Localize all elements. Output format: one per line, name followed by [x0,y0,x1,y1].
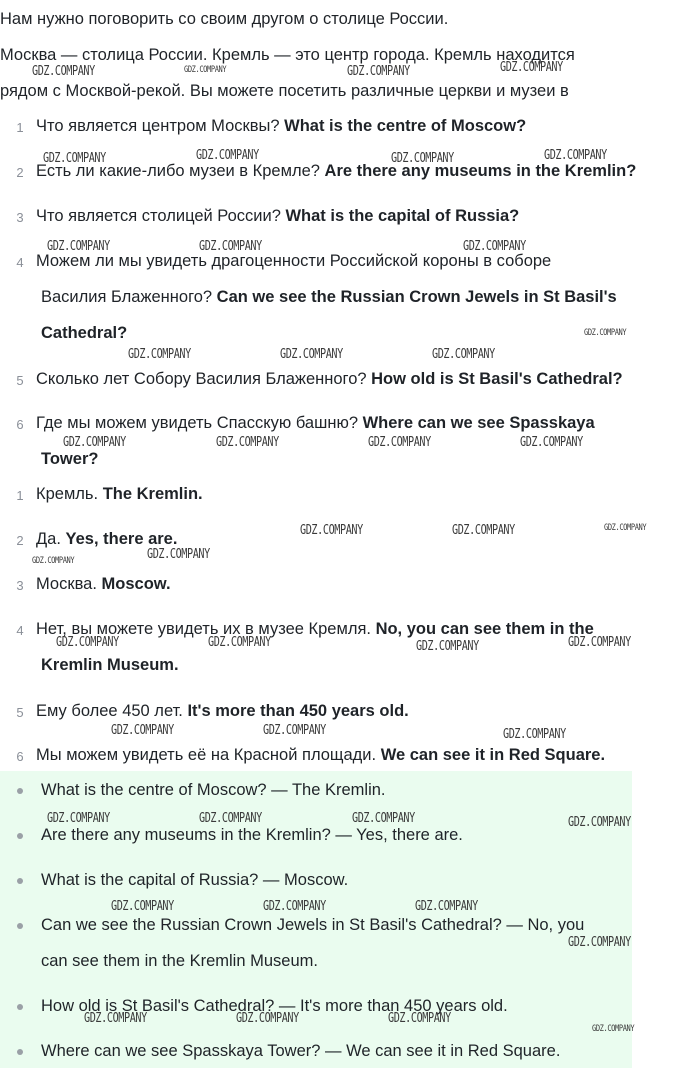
question-item-continued: Cathedral? [41,324,128,342]
watermark-text: GDZ.COMPANY [368,435,431,450]
question-item-continued: Василия Блаженного? Can we see the Russian Crown Jewels in St Basil's [41,288,617,306]
bullet-icon [17,1049,23,1055]
watermark-text: GDZ.COMPANY [32,64,95,79]
answer-number: 6 [16,749,24,764]
watermark-text: GDZ.COMPANY [416,639,479,654]
watermark-text: GDZ.COMPANY [111,899,174,914]
watermark-text: GDZ.COMPANY [199,811,262,826]
watermark-text: GDZ.COMPANY [452,523,515,538]
answer-number: 5 [16,705,24,720]
watermark-text: GDZ.COMPANY [43,151,106,166]
watermark-text: GDZ.COMPANY [263,899,326,914]
question-item: Что является центром Москвы? What is the centre of Moscow? [36,117,527,135]
dialogue-item: What is the centre of Moscow? — The Kremlin. [41,781,386,799]
watermark-text: GDZ.COMPANY [520,435,583,450]
answer-item: Нет, вы можете увидеть их в музее Кремля. No, you can see them in the [36,620,594,638]
intro-line-3: рядом с Москвой-рекой. Вы можете посетить различные церкви и музеи в [0,82,569,100]
watermark-text: GDZ.COMPANY [128,347,191,362]
question-item-continued: Tower? [41,450,99,468]
answer-item-continued: Kremlin Museum. [41,656,179,674]
watermark-text: GDZ.COMPANY [415,899,478,914]
question-number: 3 [16,210,24,225]
question-item: Есть ли какие-либо музеи в Кремле? Are there any museums in the Kremlin? [36,162,637,180]
answer-item: Да. Yes, there are. [36,530,178,548]
intro-line-2: Москва — столица России. Кремль — это центр города. Кремль находится [0,46,575,64]
watermark-text: GDZ.COMPANY [568,815,631,830]
question-item: Сколько лет Собору Василия Блаженного? How old is St Basil's Cathedral? [36,370,623,388]
question-number: 4 [16,255,24,270]
watermark-text: GDZ.COMPANY [503,727,566,742]
watermark-text: GDZ.COMPANY [592,1024,635,1034]
question-number: 5 [16,373,24,388]
question-item: Где мы можем увидеть Спасскую башню? Where can we see Spasskaya [36,414,595,432]
watermark-text: GDZ.COMPANY [216,435,279,450]
watermark-text: GDZ.COMPANY [604,523,647,533]
bullet-icon [17,1004,23,1010]
answer-number: 2 [16,533,24,548]
answer-number: 3 [16,578,24,593]
watermark-text: GDZ.COMPANY [56,635,119,650]
watermark-text: GDZ.COMPANY [280,347,343,362]
watermark-text: GDZ.COMPANY [544,148,607,163]
watermark-text: GDZ.COMPANY [63,435,126,450]
watermark-text: GDZ.COMPANY [32,556,75,566]
dialogue-item: Where can we see Spasskaya Tower? — We can see it in Red Square. [41,1042,561,1060]
watermark-text: GDZ.COMPANY [236,1011,299,1026]
bullet-icon [17,878,23,884]
bullet-icon [17,923,23,929]
watermark-text: GDZ.COMPANY [300,523,363,538]
watermark-text: GDZ.COMPANY [111,723,174,738]
watermark-text: GDZ.COMPANY [263,723,326,738]
watermark-text: GDZ.COMPANY [147,547,210,562]
answer-item: Мы можем увидеть её на Красной площади. We can see it in Red Square. [36,746,606,764]
dialogue-item: How old is St Basil's Cathedral? — It's more than 450 years old. [41,997,508,1015]
watermark-text: GDZ.COMPANY [199,239,262,254]
watermark-text: GDZ.COMPANY [463,239,526,254]
answer-number: 1 [16,488,24,503]
watermark-text: GDZ.COMPANY [47,239,110,254]
dialogue-item: Are there any museums in the Kremlin? — Yes, there are. [41,826,463,844]
watermark-text: GDZ.COMPANY [184,65,227,75]
watermark-text: GDZ.COMPANY [388,1011,451,1026]
watermark-text: GDZ.COMPANY [584,328,627,338]
watermark-text: GDZ.COMPANY [47,811,110,826]
watermark-text: GDZ.COMPANY [352,811,415,826]
question-number: 2 [16,165,24,180]
answer-item: Ему более 450 лет. It's more than 450 years old. [36,702,409,720]
watermark-text: GDZ.COMPANY [432,347,495,362]
dialogue-item-continued: can see them in the Kremlin Museum. [41,952,318,970]
question-number: 1 [16,120,24,135]
watermark-text: GDZ.COMPANY [196,148,259,163]
bullet-icon [17,788,23,794]
question-number: 6 [16,417,24,432]
watermark-text: GDZ.COMPANY [568,935,631,950]
watermark-text: GDZ.COMPANY [347,64,410,79]
question-item: Что является столицей России? What is the capital of Russia? [36,207,520,225]
watermark-text: GDZ.COMPANY [84,1011,147,1026]
answer-item: Кремль. The Kremlin. [36,485,203,503]
answer-number: 4 [16,623,24,638]
watermark-text: GDZ.COMPANY [391,151,454,166]
dialogue-item: Can we see the Russian Crown Jewels in St Basil's Cathedral? — No, you [41,916,585,934]
answer-item: Москва. Moscow. [36,575,171,593]
watermark-text: GDZ.COMPANY [208,635,271,650]
intro-line-1: Нам нужно поговорить со своим другом о столице России. [0,10,449,28]
question-item: Можем ли мы увидеть драгоценности Российской короны в соборе [36,252,552,270]
dialogue-item: What is the capital of Russia? — Moscow. [41,871,349,889]
watermark-text: GDZ.COMPANY [500,60,563,75]
bullet-icon [17,833,23,839]
watermark-text: GDZ.COMPANY [568,635,631,650]
